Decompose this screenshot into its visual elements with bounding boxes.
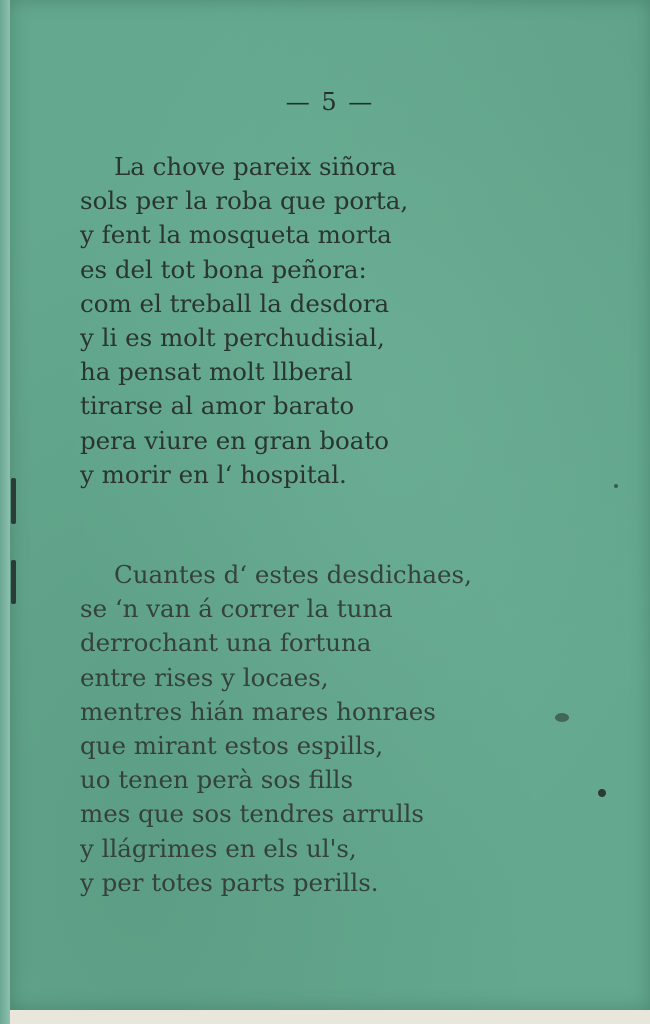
- verse-line: entre rises y locaes,: [80, 662, 329, 692]
- verse-line: mes que sos tendres arrulls: [80, 799, 424, 829]
- stanza-1: [80, 150, 550, 492]
- verse-line: y per totes parts perills.: [80, 867, 379, 897]
- book-page: [10, 0, 650, 1010]
- binding-staple: [11, 560, 16, 604]
- ink-speck: [598, 789, 606, 797]
- verse-line: pera viure en gran boato: [80, 425, 390, 455]
- verse-line: y morir en l‘ hospital.: [80, 459, 347, 489]
- verse-line: sols per la roba que porta,: [80, 186, 409, 216]
- ink-speck: [614, 484, 618, 488]
- stanza-2: [80, 558, 550, 900]
- binding-staple: [11, 478, 16, 524]
- verse-line: es del tot bona peñora:: [80, 254, 367, 284]
- verse-line: La chove pareix siñora: [114, 152, 397, 181]
- verse-line: uo tenen perà sos fills: [80, 765, 354, 795]
- verse-line: tirarse al amor barato: [80, 391, 355, 421]
- ink-speck: [555, 713, 569, 722]
- verse-line: que mirant estos espills,: [80, 731, 384, 761]
- book-spine: [0, 0, 10, 1024]
- verse-line: y llágrimes en els ul's,: [80, 833, 357, 863]
- verse-line: y fent la mosqueta morta: [80, 220, 392, 250]
- verse-line: ha pensat molt llberal: [80, 357, 353, 387]
- verse-line: se ‘n van á correr la tuna: [80, 594, 393, 624]
- verse-line: mentres hián mares honraes: [80, 696, 436, 726]
- verse-line: derrochant una fortuna: [80, 628, 372, 658]
- verse-line: y li es molt perchudisial,: [80, 323, 385, 353]
- verse-line: com el treball la desdora: [80, 288, 390, 318]
- verse-line: Cuantes d‘ estes desdichaes,: [114, 560, 472, 589]
- page-number: — 5 —: [285, 88, 375, 116]
